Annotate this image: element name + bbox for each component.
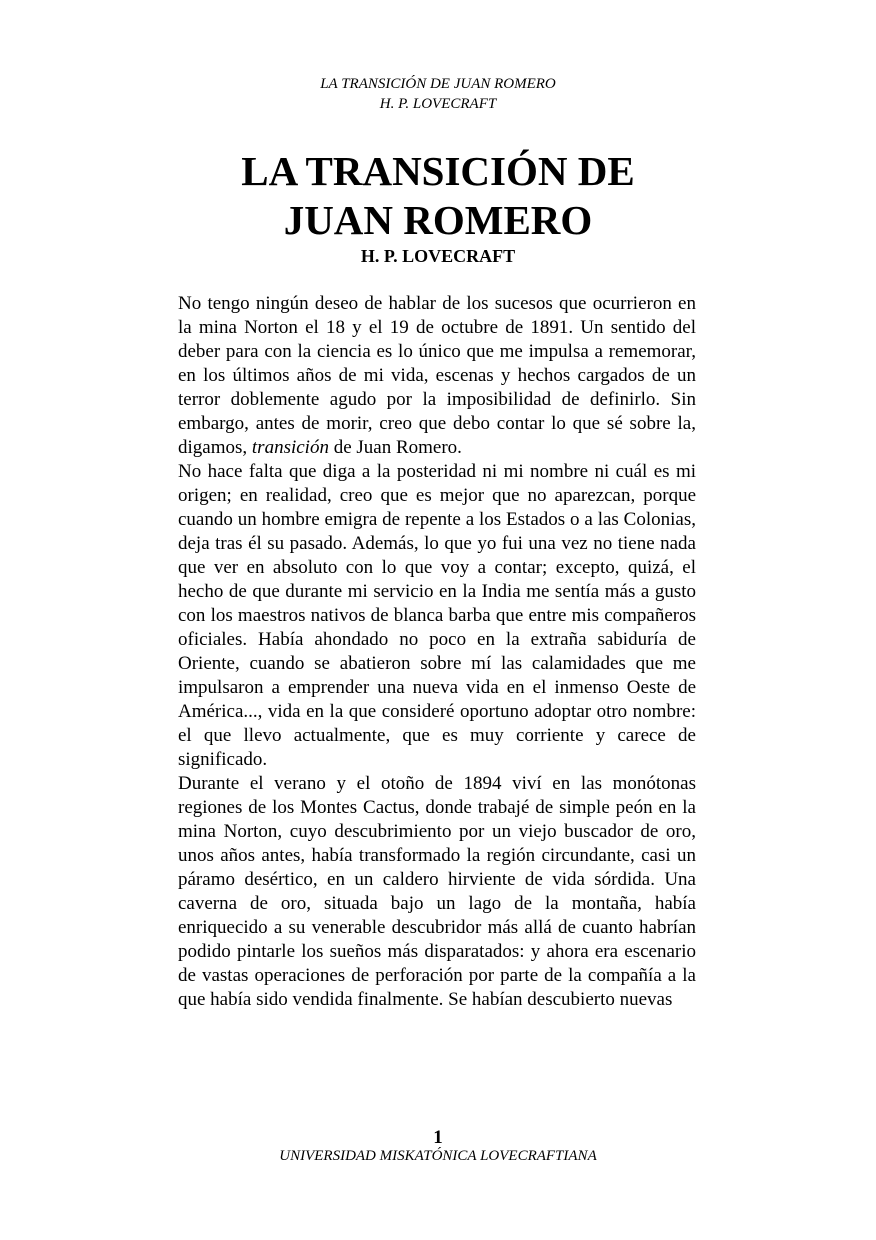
running-header bbox=[0, 74, 876, 114]
running-header-title: LA TRANSICIÓN DE JUAN ROMERO bbox=[320, 76, 556, 92]
paragraph-3: Durante el verano y el otoño de 1894 viví en las monótonas regiones de los Montes Cactus, donde trabajé de simple peón en la mina Norton, cuyo descubrimiento por un viejo buscador de oro, unos años antes, había transformado la región circundante, casi un páramo desértico, en un caldero hirviente de vida sórdida. Una caverna de oro, situada bajo un lago de la montaña, había enriquecido a su venerable descubridor más allá de cuanto habrían podido pintarle los sueños más disparatados: y ahora era escenario de vastas operaciones de perforación por parte de la compañía a la que había sido vendida finalmente. Se habían descubierto nuevas bbox=[178, 773, 696, 1010]
paragraph-1-end: de Juan Romero. bbox=[328, 437, 462, 458]
paragraph-1-text: No tengo ningún deseo de hablar de los sucesos que ocurrieron en la mina Norton el 18 y el 19 de octubre de 1891. Un sentido del deber para con la ciencia es lo único que me impulsa a rememorar, en los últimos años de mi vida, escenas y hechos cargados de un terror doblemente agudo por la imposibilidad de definirlo. Sin embargo, antes de morir, creo que debo contar lo que sé sobre la, digamos, bbox=[178, 293, 696, 458]
running-header-author: H. P. LOVECRAFT bbox=[379, 96, 497, 112]
page-title bbox=[0, 147, 876, 245]
page-number: 1 bbox=[433, 1127, 443, 1148]
author-byline: H. P. LOVECRAFT bbox=[360, 246, 516, 266]
paragraph-1-emphasis: transición bbox=[251, 437, 329, 458]
page-title-line-1: LA TRANSICIÓN DE bbox=[241, 148, 635, 194]
paragraph-1 bbox=[178, 292, 696, 460]
page-footer: UNIVERSIDAD MISKATÓNICA LOVECRAFTIANA bbox=[279, 1148, 597, 1164]
paragraph-2: No hace falta que diga a la posteridad ni mi nombre ni cuál es mi origen; en realidad, creo que es mejor que no aparezcan, porque cuando un hombre emigra de repente a los Estados o a las Colonias, deja tras él su pasado. Además, lo que yo fui una vez no tiene nada que ver en absoluto con lo que voy a contar; excepto, quizá, el hecho de que durante mi servicio en la India me sentía más a gusto con los maestros nativos de blanca barba que entre mis compañeros oficiales. Había ahondado no poco en la extraña sabiduría de Oriente, cuando se abatieron sobre mí las calamidades que me impulsaron a emprender una nueva vida en el inmenso Oeste de América..., vida en la que consideré oportuno adoptar otro nombre: el que llevo actualmente, que es muy corriente y carece de significado. bbox=[178, 461, 696, 770]
page-title-line-2: JUAN ROMERO bbox=[283, 197, 593, 243]
body-text bbox=[178, 292, 696, 1012]
